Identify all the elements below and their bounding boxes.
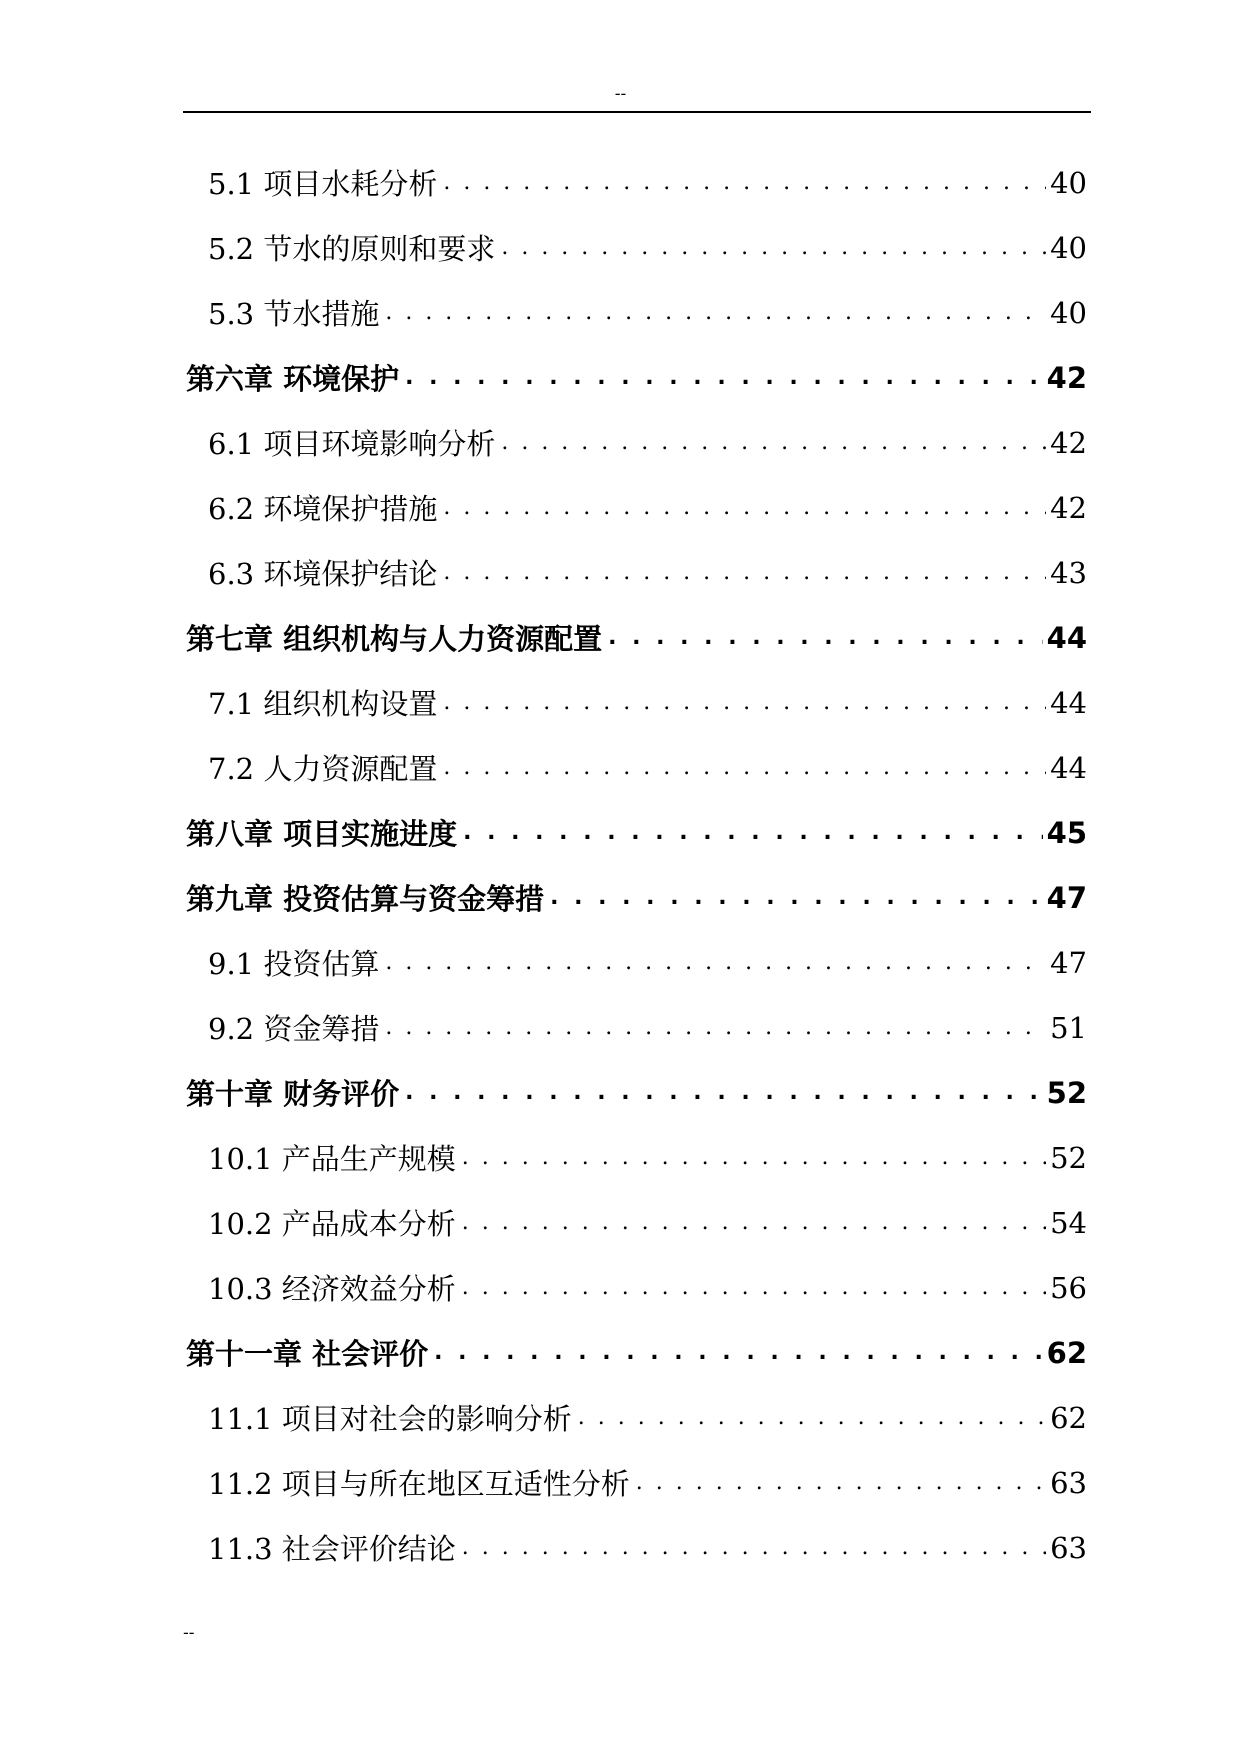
toc-entry-title: 10.2 产品成本分析	[208, 1207, 456, 1241]
toc-entry-title: 10.3 经济效益分析	[208, 1272, 456, 1306]
toc-dot-leader	[443, 755, 1046, 780]
toc-entry-title: 11.2 项目与所在地区互适性分析	[208, 1467, 630, 1501]
toc-page-number: 44	[1050, 685, 1087, 720]
toc-page-number: 43	[1050, 555, 1087, 590]
toc-entry[interactable]	[0, 540, 1241, 605]
toc-dot-leader	[385, 300, 1046, 325]
toc-page-number: 47	[1046, 880, 1087, 915]
toc-entry[interactable]	[0, 930, 1241, 995]
toc-dot-leader	[385, 950, 1046, 975]
toc-entry-title: 第十一章 社会评价	[186, 1337, 429, 1371]
toc-page-number: 42	[1050, 490, 1087, 525]
toc-entry[interactable]	[0, 410, 1241, 475]
toc-entry-title: 7.1 组织机构设置	[208, 687, 438, 721]
toc-dot-leader	[385, 1015, 1046, 1040]
toc-page-number: 42	[1050, 425, 1087, 460]
toc-dot-leader	[462, 1145, 1046, 1170]
toc-entry[interactable]	[0, 1125, 1241, 1190]
toc-entry[interactable]	[0, 670, 1241, 735]
toc-entry[interactable]	[0, 280, 1241, 345]
toc-entry[interactable]	[0, 1385, 1241, 1450]
toc-page-number: 40	[1050, 165, 1087, 200]
toc-entry-title: 9.2 资金筹措	[208, 1012, 380, 1046]
header-rule	[183, 111, 1091, 113]
toc-chapter-entry[interactable]	[0, 605, 1241, 670]
toc-entry[interactable]	[0, 475, 1241, 540]
toc-entry[interactable]	[0, 995, 1241, 1060]
toc-entry[interactable]	[0, 1450, 1241, 1515]
toc-dot-leader	[501, 235, 1046, 260]
toc-page-number: 47	[1050, 945, 1087, 980]
toc-entry-title: 6.2 环境保护措施	[208, 492, 438, 526]
page-footer-mark: --	[183, 1623, 195, 1642]
toc-page-number: 52	[1050, 1140, 1087, 1175]
toc-entry[interactable]	[0, 1515, 1241, 1580]
toc-entry-title: 5.2 节水的原则和要求	[208, 232, 496, 266]
toc-chapter-entry[interactable]	[0, 1320, 1241, 1385]
toc-entry[interactable]	[0, 1190, 1241, 1255]
toc-entry-title: 5.1 项目水耗分析	[208, 167, 438, 201]
toc-page-number: 42	[1046, 360, 1087, 395]
toc-entry[interactable]	[0, 735, 1241, 800]
toc-entry-title: 9.1 投资估算	[208, 947, 380, 981]
toc-page-number: 54	[1050, 1205, 1087, 1240]
toc-dot-leader	[578, 1405, 1046, 1430]
toc-dot-leader	[443, 560, 1046, 585]
table-of-contents	[0, 150, 1241, 1580]
toc-entry-title: 10.1 产品生产规模	[208, 1142, 456, 1176]
toc-dot-leader	[463, 820, 1043, 845]
toc-entry-title: 5.3 节水措施	[208, 297, 380, 331]
toc-chapter-entry[interactable]	[0, 1060, 1241, 1125]
toc-page-number: 40	[1050, 230, 1087, 265]
toc-page-number: 62	[1046, 1335, 1087, 1370]
toc-page-number: 45	[1046, 815, 1087, 850]
toc-dot-leader	[405, 365, 1043, 390]
toc-chapter-entry[interactable]	[0, 345, 1241, 410]
toc-dot-leader	[462, 1535, 1046, 1560]
toc-page-number: 63	[1050, 1465, 1087, 1500]
toc-page-number: 40	[1050, 295, 1087, 330]
toc-dot-leader	[443, 495, 1046, 520]
toc-chapter-entry[interactable]	[0, 865, 1241, 930]
page-header-mark: --	[614, 84, 627, 103]
toc-dot-leader	[636, 1470, 1046, 1495]
toc-page-number: 62	[1050, 1400, 1087, 1435]
toc-entry-title: 6.3 环境保护结论	[208, 557, 438, 591]
toc-entry-title: 第七章 组织机构与人力资源配置	[186, 622, 603, 656]
toc-dot-leader	[405, 1080, 1043, 1105]
toc-page-number: 52	[1046, 1075, 1087, 1110]
toc-page-number: 51	[1050, 1010, 1087, 1045]
toc-dot-leader	[608, 625, 1043, 650]
toc-entry[interactable]	[0, 150, 1241, 215]
toc-dot-leader	[443, 170, 1046, 195]
toc-entry-title: 6.1 项目环境影响分析	[208, 427, 496, 461]
toc-page-number: 44	[1046, 620, 1087, 655]
toc-page-number: 44	[1050, 750, 1087, 785]
toc-dot-leader	[462, 1275, 1046, 1300]
toc-page-number: 56	[1050, 1270, 1087, 1305]
toc-dot-leader	[550, 885, 1043, 910]
toc-dot-leader	[462, 1210, 1046, 1235]
toc-entry-title: 第八章 项目实施进度	[186, 817, 458, 851]
toc-entry-title: 7.2 人力资源配置	[208, 752, 438, 786]
toc-entry[interactable]	[0, 1255, 1241, 1320]
toc-entry-title: 第十章 财务评价	[186, 1077, 400, 1111]
toc-page-number: 63	[1050, 1530, 1087, 1565]
toc-dot-leader	[501, 430, 1046, 455]
toc-entry-title: 第九章 投资估算与资金筹措	[186, 882, 545, 916]
toc-chapter-entry[interactable]	[0, 800, 1241, 865]
toc-dot-leader	[443, 690, 1046, 715]
toc-entry-title: 第六章 环境保护	[186, 362, 400, 396]
toc-entry[interactable]	[0, 215, 1241, 280]
toc-entry-title: 11.1 项目对社会的影响分析	[208, 1402, 572, 1436]
toc-entry-title: 11.3 社会评价结论	[208, 1532, 456, 1566]
toc-dot-leader	[434, 1340, 1043, 1365]
